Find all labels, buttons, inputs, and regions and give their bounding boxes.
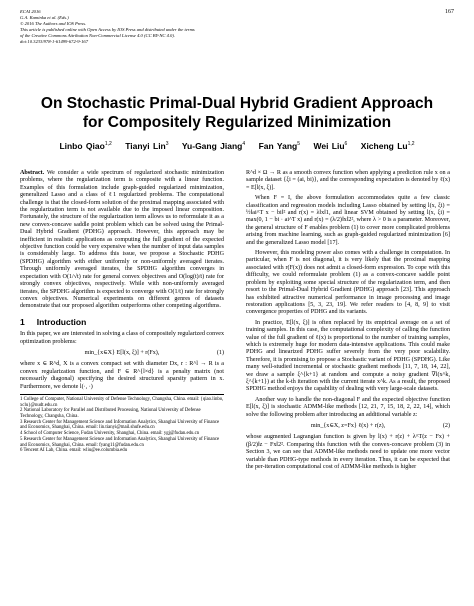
equation-2 xyxy=(246,423,450,430)
body-paragraph: In practice, E[l(x, ξ)] is often replaced by its empirical average on a set of training samples. In this case, the computational complexity of calling the function value of the full gradient of ℓ(x) is proportional to the number of training samples, which is extremely huge for modern data-intensive applications. This could make PDHG and linearized PDHG suffer severely from the very poor scalability. Therefore, it is promising to propose a Stochastic variant of PDHG (SPDHG). Like many well-studied incremental or stochastic gradient methods [11, 7, 18, 14, 22], we draw a sample ξ^{k+1} at random and compute a noisy gradient ∇l(x^k, ξ^{k+1}) at the k-th iteration with the current iterate x^k. As a result, the proposed SPDHG method enjoys the capability of dealing with very large-scale datasets. xyxy=(246,319,450,393)
section-heading: 1 Introduction xyxy=(20,316,87,327)
footnote: 1 College of Computer, National University of Defense Technology, Changsha, China. email: {qiao.linbo, xclu}@nudt.edu.cn xyxy=(20,396,224,408)
abstract-label: Abstract. xyxy=(20,170,45,176)
header-line: of the Creative Commons Attribution Non-Commercial License 4.0 (CC BY-NC 4.0). xyxy=(20,33,176,39)
author-list xyxy=(0,141,474,151)
footnote: 2 National Laboratory for Parallel and Distributed Processing, National University of Defense Technology, Changsha, China. xyxy=(20,408,201,420)
author: Xicheng Lu$^{1,2}$ xyxy=(360,141,415,151)
equation-body: min_{x∈X} E[l(x, ξ)] + r(Fx), xyxy=(84,349,160,356)
intro-paragraph: In this paper, we are interested in solving a class of compositely regularized convex optimization problems: xyxy=(20,331,224,345)
footnotes xyxy=(20,394,224,454)
right-column xyxy=(246,170,450,474)
intro-paragraph: where x ∈ R^d, X is a convex compact set with diameter Dx, r : R^l → R is a convex regularization function, and F ∈ R^{l×d} is a penalty matrix (not necessarily diagonal) specifying the desired structured sparsity pattern in x. Furthermore, we denote l(·, ·) xyxy=(20,361,224,390)
equation-1 xyxy=(20,350,224,357)
author: Fan Yang$^5$ xyxy=(258,141,301,151)
equation-body: min_{x∈X, z=Fx} ℓ(x) + r(z), xyxy=(310,423,386,429)
header-line: © 2016 The Authors and IOS Press. xyxy=(20,21,87,27)
header-line: This article is published online with Open Access by IOS Press and distributed under the terms xyxy=(20,27,195,33)
footnote: 3 Research Center for Management Science and Information Analytics, Shanghai University of Finance and Economics, Shanghai, China. email: lin.tianyi@mail.shufe.edu.cn xyxy=(20,419,220,431)
paper-title xyxy=(0,94,474,132)
title-line: for Compositely Regularized Minimization xyxy=(82,114,392,131)
author: Yu-Gang Jiang$^4$ xyxy=(181,141,246,151)
abstract-text: We consider a wide spectrum of regularized stochastic minimization problems, where the regularization term is composite with a linear function. Examples of this formulation include graph-guided regularized minimization, generalized Lasso and a class of ℓ1 regularized problems. The computational challenge is that the closed-form solution of the proximal mapping associated with the regularization term is not available due to the imposed linear composition. Fortunately, the structure of the regularization term allows us to reformulate it as a new convex-concave saddle point problem which can be solved using the Primal-Dual Hybrid Gradient (PDHG) approach. However, this approach may be inefficient in realistic applications as computing the full gradient of the expected objective function could be very expensive when the number of input data samples is considerably large. To address this issue, we propose a Stochastic PDHG (SPDHG) algorithm with either uniformly or non-uniformly averaged iterates. Through uniformly averaged iterates, the SPDHG algorithm converges in expectation with O(1/√t) rate for general convex objectives and O(log(t)/t) rate for strongly convex objectives, respectively. While with non-uniformly averaged iterates, the SPDHG algorithm is expected to converge with O(1/t) rate for strongly convex objectives. Numerical experiments on different genres of datasets demonstrate that our proposed algorithm outperforms other competing algorithms. xyxy=(20,170,224,310)
equation-number: (1) xyxy=(216,349,224,356)
author: Linbo Qiao$^{1,2}$ xyxy=(59,141,112,151)
header-line: doi:10.3233/978-1-61499-672-9-167 xyxy=(20,39,89,45)
conference-header xyxy=(20,9,440,46)
header-line: G.A. Kaminka et al. (Eds.) xyxy=(20,15,69,21)
author: Tianyi Lin$^3$ xyxy=(125,141,169,151)
footnote: 4 School of Computer Science, Fudan University, Shanghai, China. email: ygj@fudan.edu.cn xyxy=(20,431,200,437)
author: Wei Liu$^6$ xyxy=(313,141,348,151)
header-line: ECAI 2016 xyxy=(20,9,41,14)
abstract xyxy=(20,170,224,311)
equation-number: (2) xyxy=(442,423,450,429)
body-paragraph: Another way to handle the non-diagonal F and the expected objective function E[l(x, ξ)] is stochastic ADMM-like methods [12, 21, 7, 15, 18, 2, 22, 14], which solve the following problem after introducing an additional variable z: xyxy=(246,396,450,418)
page-number: 167 xyxy=(445,9,454,15)
title-line: On Stochastic Primal-Dual Hybrid Gradient Approach xyxy=(40,95,434,112)
body-paragraph: When F = I, the above formulation accommodates quite a few classic classification and regression models including Lasso obtained by setting l(x, ξi) = ½‖ai^T x − bi‖² and r(x) = λ‖x‖1, and linear SVM obtained by setting l(x, ξi) = max(0, 1 − bi · ai^T x) and r(x) = (λ/2)‖x‖2², where λ > 0 is a parameter. Moreover, the general structure of F enables problem (1) to cover more complicated problems arising from machine learning, such as graph-guided regularized minimization [6] and the generalized Lasso model [17]. xyxy=(246,195,450,246)
body-paragraph: R^d × Ω → R as a smooth convex function when applying a prediction rule x on a sample dataset {ξi = (ai, bi)}, and the corresponding expectation is denoted by ℓ(x) = E[l(x, ξ)]. xyxy=(246,170,450,191)
footnote: 5 Research Center for Management Science and Information Analytics, Shanghai University of Finance and Economics, Shanghai, China. email: fyang11@fudan.edu.cn xyxy=(20,436,220,448)
body-paragraph: whose augmented Lagrangian function is given by l(x) + r(z) + λ^T(z − Fx) + (β/2)‖z − Fx‖2². Comparing this function with the convex-concave problem (3) in Section 3, we can see that ADMM-like methods need to update one more vector variable than PDHG-type methods in every iteration. Thus, it can be expected that the per-iteration computational cost of ADMM-like methods is higher xyxy=(246,434,450,471)
left-column xyxy=(20,170,224,454)
footnote: 6 Tencent AI Lab, China. email: wliu@ee.columbia.edu xyxy=(20,448,128,454)
body-paragraph: However, this modeling power also comes with a challenge in computation. In particular, when F is not diagonal, it is very likely that the proximal mapping associated with r(F(x)) does not admit a closed-form expression. To cope with this difficulty, we could reformulate problem (1) as a convex-concave saddle point problem by exploiting some special structure of the regularization term, and then resort to the Primal-Dual Hybrid Gradient (PDHG) approach [23]. This approach has exhibited attractive numerical performance in image processing and image restoration applications [5, 3, 23, 19]. We refer readers to [4, 8, 9] to visit convergence properties of PDHG and its variants. xyxy=(246,250,450,316)
